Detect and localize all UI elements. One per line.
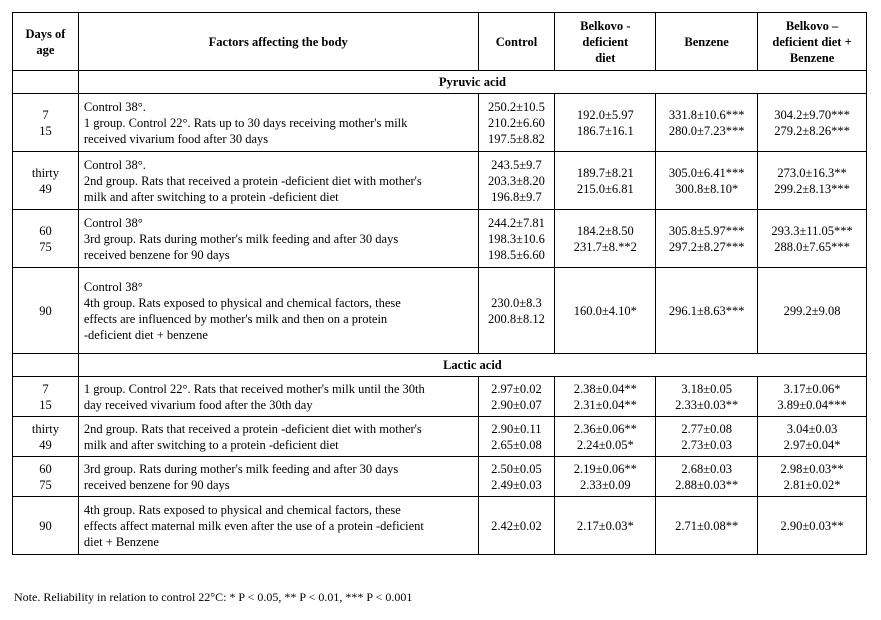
factors-cell [78, 152, 478, 210]
combined-cell [758, 152, 867, 210]
table-row [13, 457, 867, 497]
cell-line: thirty [31, 165, 59, 180]
benzene-cell [656, 417, 758, 457]
belkovo-cell [555, 497, 656, 555]
combined-cell [758, 417, 867, 457]
cell-line: 2.65±0.08 [491, 437, 542, 452]
cell-line: 189.7±8.21 [576, 165, 634, 180]
combined-cell [758, 94, 867, 152]
cell-line: 250.2±10.5 [488, 99, 545, 114]
factors-cell [78, 94, 478, 152]
cell-line: 2.31±0.04** [573, 397, 637, 412]
cell-line: Control 38° [83, 279, 143, 294]
cell-line: Control 38°. [83, 99, 146, 114]
cell-line: 210.2±6.60 [488, 115, 545, 130]
header-belkovo [555, 13, 656, 71]
cell-line: Benzene [789, 50, 835, 65]
cell-line: Belkovo - [580, 18, 631, 33]
days-cell [13, 210, 79, 268]
cell-line: 288.0±7.65*** [774, 239, 850, 254]
cell-line: 2.24±0.05* [576, 437, 634, 452]
cell-line: 230.0±8.3 [491, 295, 542, 310]
cell-line: 7 [42, 107, 49, 122]
cell-line: 2.90±0.03** [780, 518, 844, 533]
control-cell [478, 268, 555, 354]
cell-line: 75 [39, 477, 52, 492]
cell-line: 231.7±8.**2 [573, 239, 637, 254]
header-row [13, 13, 867, 71]
days-cell [13, 497, 79, 555]
header-factors: Factors affecting the body [78, 13, 478, 71]
cell-line: 197.5±8.82 [488, 131, 545, 146]
results-table [12, 12, 867, 555]
factors-cell [78, 417, 478, 457]
section-header-row [13, 354, 867, 377]
benzene-cell [656, 210, 758, 268]
cell-line: 198.5±6.60 [488, 247, 545, 262]
cell-line: milk and after switching to a protein -deficient diet [83, 189, 339, 204]
cell-line: 3.17±0.06* [783, 381, 841, 396]
days-cell [13, 268, 79, 354]
cell-line: 279.2±8.26*** [774, 123, 850, 138]
control-cell [478, 377, 555, 417]
benzene-cell [656, 152, 758, 210]
factors-cell [78, 457, 478, 497]
cell-line: 243.5±9.7 [491, 157, 542, 172]
control-cell [478, 94, 555, 152]
control-cell [478, 152, 555, 210]
belkovo-cell [555, 457, 656, 497]
cell-line: 305.8±5.97*** [668, 223, 745, 238]
cell-line: 196.8±9.7 [491, 189, 542, 204]
cell-line: 2.98±0.03** [780, 461, 844, 476]
cell-line: 4th group. Rats exposed to physical and chemical factors, these [83, 502, 401, 517]
benzene-cell [656, 94, 758, 152]
table-row [13, 94, 867, 152]
control-cell [478, 497, 555, 555]
cell-line: 192.0±5.97 [576, 107, 634, 122]
cell-line: -deficient diet + benzene [83, 327, 208, 342]
days-cell [13, 152, 79, 210]
combined-cell [758, 268, 867, 354]
cell-line: 296.1±8.63*** [668, 303, 745, 318]
header-benzene: Benzene [656, 13, 758, 71]
table-body [13, 71, 867, 555]
days-cell [13, 94, 79, 152]
cell-line: 75 [39, 239, 52, 254]
days-cell [13, 457, 79, 497]
cell-line: 280.0±7.23*** [668, 123, 745, 138]
cell-line: received benzene for 90 days [83, 247, 230, 262]
factors-cell [78, 268, 478, 354]
cell-line: 2.90±0.11 [491, 421, 542, 436]
cell-line: 2.81±0.02* [783, 477, 841, 492]
cell-line: 60 [39, 223, 52, 238]
control-cell [478, 417, 555, 457]
cell-line: day received vivarium food after the 30th day [83, 397, 313, 412]
cell-line: 60 [39, 461, 52, 476]
cell-line: 3.18±0.05 [681, 381, 732, 396]
cell-line: 2.68±0.03 [681, 461, 732, 476]
cell-line: 2.33±0.03** [675, 397, 739, 412]
table-row [13, 268, 867, 354]
cell-line: 2.17±0.03* [576, 518, 634, 533]
cell-line: diet [595, 50, 616, 65]
header-combined [758, 13, 867, 71]
benzene-cell [656, 377, 758, 417]
control-cell [478, 457, 555, 497]
cell-line: Days of [25, 26, 66, 41]
days-cell [13, 417, 79, 457]
combined-cell [758, 457, 867, 497]
cell-line: 2.90±0.07 [491, 397, 542, 412]
cell-line: Belkovo – [785, 18, 839, 33]
cell-line: 2.97±0.04* [783, 437, 841, 452]
table-row [13, 210, 867, 268]
section-blank-cell [13, 354, 79, 377]
cell-line: 215.0±6.81 [576, 181, 634, 196]
cell-line: 3rd group. Rats during mother's milk feeding and after 30 days [83, 461, 399, 476]
cell-line: 331.8±10.6*** [668, 107, 745, 122]
belkovo-cell [555, 152, 656, 210]
cell-line: 90 [39, 303, 52, 318]
belkovo-cell [555, 377, 656, 417]
cell-line: 90 [39, 518, 52, 533]
header-days [13, 13, 79, 71]
cell-line: 3rd group. Rats during mother's milk feeding and after 30 days [83, 231, 399, 246]
cell-line: 2nd group. Rats that received a protein -deficient diet with mother's [83, 421, 422, 436]
cell-line: 300.8±8.10* [675, 181, 739, 196]
cell-line: 198.3±10.6 [488, 231, 545, 246]
cell-line: 299.2±8.13*** [774, 181, 850, 196]
cell-line: 184.2±8.50 [576, 223, 634, 238]
cell-line: 160.0±4.10* [573, 303, 637, 318]
days-cell [13, 377, 79, 417]
cell-line: 244.2±7.81 [488, 215, 545, 230]
cell-line: 2.73±0.03 [681, 437, 732, 452]
cell-line: 1 group. Control 22°. Rats up to 30 days receiving mother's milk [83, 115, 408, 130]
benzene-cell [656, 457, 758, 497]
table-row [13, 417, 867, 457]
belkovo-cell [555, 94, 656, 152]
cell-line: deficient [582, 34, 629, 49]
cell-line: Control 38° [83, 215, 143, 230]
footnote: Note. Reliability in relation to control 22°C: * P < 0.05, ** P < 0.01, *** P < 0.001 [14, 590, 413, 604]
combined-cell [758, 497, 867, 555]
combined-cell [758, 210, 867, 268]
cell-line: 299.2±9.08 [783, 303, 841, 318]
cell-line: 186.7±16.1 [576, 123, 634, 138]
cell-line: 2.49±0.03 [491, 477, 542, 492]
section-header-row [13, 71, 867, 94]
cell-line: 203.3±8.20 [488, 173, 545, 188]
cell-line: 297.2±8.27*** [668, 239, 745, 254]
cell-line: 15 [39, 397, 52, 412]
cell-line: 2.88±0.03** [675, 477, 739, 492]
cell-line: effects are influenced by mother's milk and then on a protein [83, 311, 388, 326]
section-title: Lactic acid [78, 354, 866, 377]
belkovo-cell [555, 417, 656, 457]
header-control: Control [478, 13, 555, 71]
control-cell [478, 210, 555, 268]
cell-line: deficient diet + [772, 34, 852, 49]
table-row [13, 497, 867, 555]
factors-cell [78, 377, 478, 417]
cell-line: 2.71±0.08** [675, 518, 739, 533]
cell-line: 2.77±0.08 [681, 421, 732, 436]
cell-line: received benzene for 90 days [83, 477, 230, 492]
cell-line: 273.0±16.3** [777, 165, 847, 180]
belkovo-cell [555, 210, 656, 268]
cell-line: 293.3±11.05*** [771, 223, 853, 238]
benzene-cell [656, 497, 758, 555]
factors-cell [78, 210, 478, 268]
cell-line: diet + Benzene [83, 534, 159, 549]
cell-line: milk and after switching to a protein -deficient diet [83, 437, 339, 452]
benzene-cell [656, 268, 758, 354]
table-row [13, 152, 867, 210]
cell-line: 7 [42, 381, 49, 396]
cell-line: 2.33±0.09 [580, 477, 631, 492]
cell-line: 2.97±0.02 [491, 381, 542, 396]
cell-line: Control 38°. [83, 157, 146, 172]
cell-line: thirty [31, 421, 59, 436]
section-blank-cell [13, 71, 79, 94]
cell-line: age [36, 42, 55, 57]
cell-line: 305.0±6.41*** [668, 165, 745, 180]
cell-line: 3.89±0.04*** [777, 397, 847, 412]
cell-line: 2.42±0.02 [491, 518, 542, 533]
cell-line: 2.19±0.06** [573, 461, 637, 476]
section-title: Pyruvic acid [78, 71, 866, 94]
cell-line: 15 [39, 123, 52, 138]
cell-line: 1 group. Control 22°. Rats that received mother's milk until the 30th [83, 381, 425, 396]
factors-cell [78, 497, 478, 555]
cell-line: 49 [39, 181, 52, 196]
combined-cell [758, 377, 867, 417]
cell-line: effects affect maternal milk even after the use of a protein -deficient [83, 518, 424, 533]
cell-line: 49 [39, 437, 52, 452]
cell-line: 2.38±0.04** [573, 381, 637, 396]
cell-line: 2.36±0.06** [573, 421, 637, 436]
cell-line: 4th group. Rats exposed to physical and chemical factors, these [83, 295, 401, 310]
cell-line: 200.8±8.12 [488, 311, 545, 326]
cell-line: 2nd group. Rats that received a protein -deficient diet with mother's [83, 173, 422, 188]
cell-line: 3.04±0.03 [786, 421, 838, 436]
belkovo-cell [555, 268, 656, 354]
table-row [13, 377, 867, 417]
cell-line: 2.50±0.05 [491, 461, 542, 476]
cell-line: received vivarium food after 30 days [83, 131, 269, 146]
cell-line: 304.2±9.70*** [774, 107, 850, 122]
